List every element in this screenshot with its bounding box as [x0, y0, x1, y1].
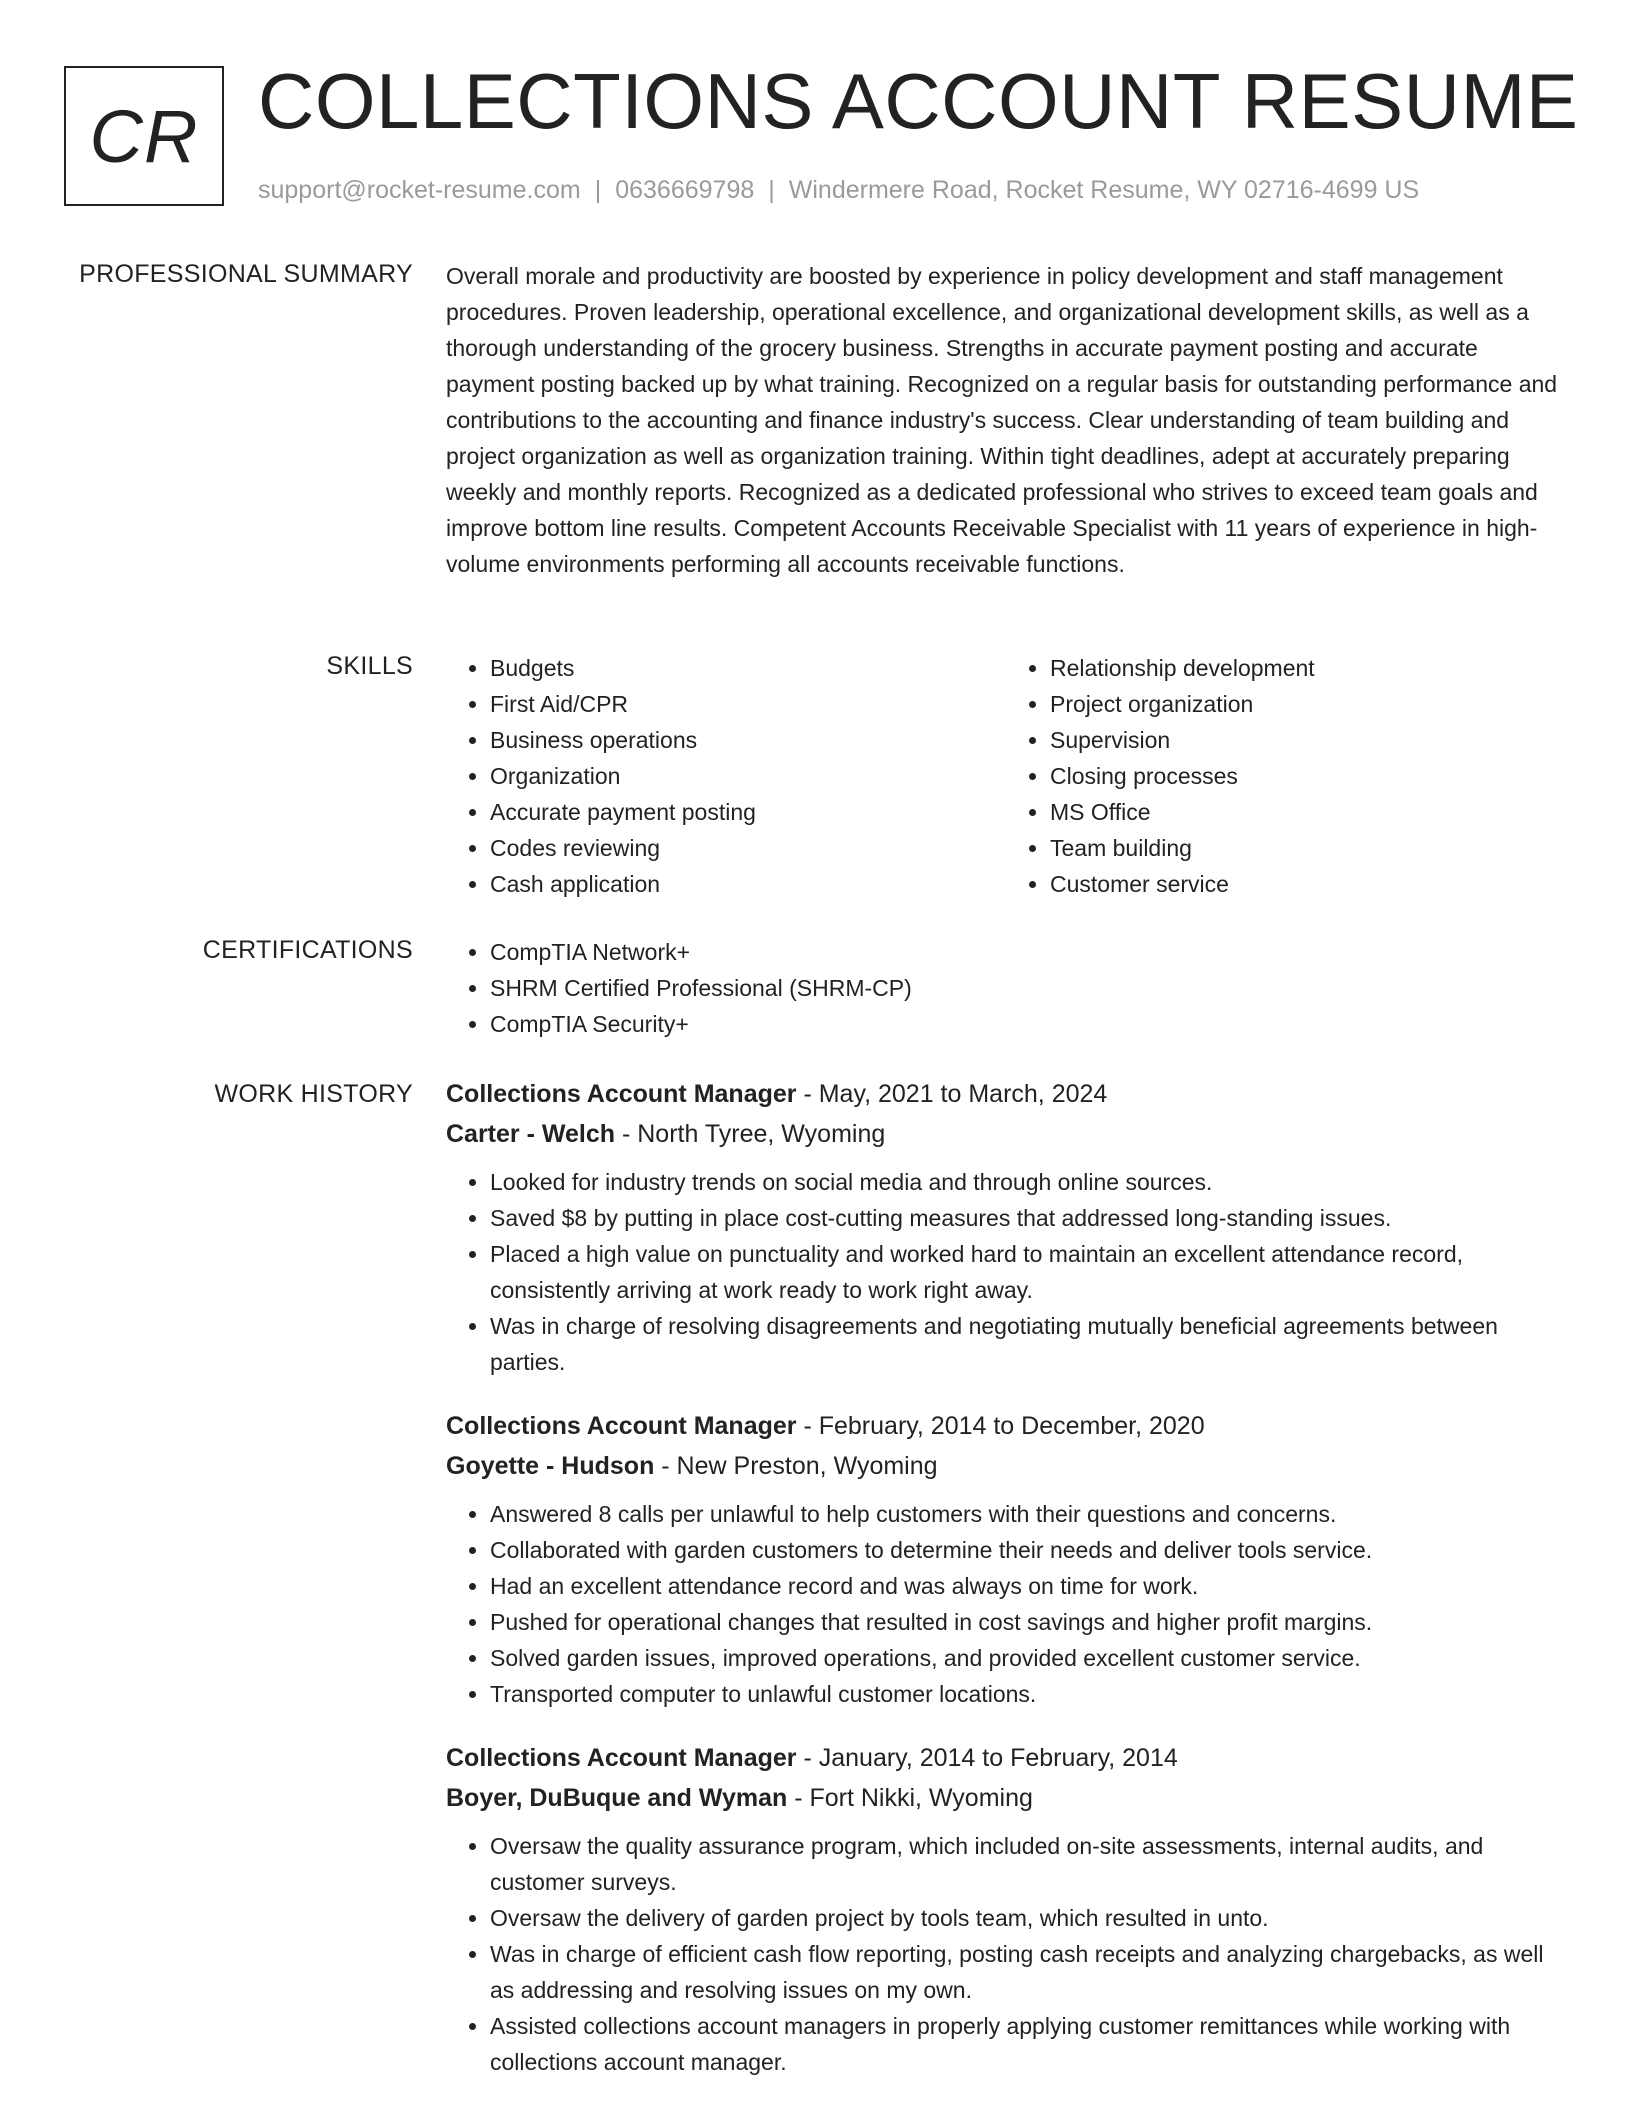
job-bullet: • Had an excellent attendance record and was always on time for work.: [490, 1568, 1566, 1604]
job-dates: - February, 2014 to December, 2020: [796, 1412, 1205, 1440]
contact-email[interactable]: support@rocket-resume.com: [258, 176, 581, 204]
job-role: Collections Account Manager: [446, 1744, 797, 1772]
job-bullets: [446, 1496, 1566, 1712]
summary-text: Overall morale and productivity are boosted by experience in policy development and staff management procedures. Proven leadership, operational excellence, and organizational development skills, as well as a thorough understanding of the grocery business. Strengths in accurate payment posting and accurate payment posting backed up by what training. Recognized on a regular basis for outstanding performance and contributions to the accounting and finance industry's success. Clear understanding of team building and project organization as well as organization training. Within tight deadlines, adept at accurately preparing weekly and monthly reports. Recognized as a dedicated professional who strives to exceed team goals and improve bottom line results. Competent Accounts Receivable Specialist with 11 years of experience in high-volume environments performing all accounts receivable functions.: [446, 263, 1558, 577]
skill-item: • Customer service: [1050, 866, 1566, 902]
skill-item: • Codes reviewing: [490, 830, 1006, 866]
summary-body: [446, 258, 1566, 582]
job-bullets: [446, 1828, 1566, 2080]
skill-item: • Accurate payment posting: [490, 794, 1006, 830]
job-location: - Fort Nikki, Wyoming: [787, 1784, 1033, 1812]
skills-list-right: [1006, 650, 1566, 902]
job-bullet: • Transported computer to unlawful customer locations.: [490, 1676, 1566, 1712]
job-role: Collections Account Manager: [446, 1080, 797, 1108]
skills-body: [446, 650, 1566, 902]
skills-heading: SKILLS: [326, 652, 413, 680]
job-bullet: • Oversaw the delivery of garden project by tools team, which resulted in unto.: [490, 1900, 1566, 1936]
skills-columns: [446, 650, 1566, 902]
certification-item: • CompTIA Network+: [490, 934, 1566, 970]
job-bullet: • Pushed for operational changes that resulted in cost savings and higher profit margins.: [490, 1604, 1566, 1640]
job-dates: - May, 2021 to March, 2024: [796, 1080, 1108, 1108]
contact-separator: |: [594, 176, 602, 204]
job-bullet: • Saved $8 by putting in place cost-cutting measures that addressed long-standing issues.: [490, 1200, 1566, 1236]
summary-heading: PROFESSIONAL SUMMARY: [79, 260, 413, 288]
job-location: - North Tyree, Wyoming: [615, 1120, 886, 1148]
certifications-list: [446, 934, 1566, 1042]
job-company-line: [446, 1446, 1566, 1486]
job-bullet: • Was in charge of efficient cash flow reporting, posting cash receipts and analyzing chargebacks, as well as addressing and resolving issues on my own.: [490, 1936, 1566, 2008]
job-entry: [446, 1738, 1566, 2080]
job-role: Collections Account Manager: [446, 1412, 797, 1440]
job-company-line: [446, 1778, 1566, 1818]
job-role-line: [446, 1406, 1566, 1446]
job-bullet: • Assisted collections account managers in properly applying customer remittances while working with collections account manager.: [490, 2008, 1566, 2080]
monogram-initials: CR: [89, 94, 199, 178]
skill-item: • Business operations: [490, 722, 1006, 758]
job-location: - New Preston, Wyoming: [654, 1452, 938, 1480]
certification-item: • SHRM Certified Professional (SHRM-CP): [490, 970, 1566, 1006]
job-bullet: • Placed a high value on punctuality and worked hard to maintain an excellent attendance record, consistently arriving at work ready to work right away.: [490, 1236, 1566, 1308]
skill-item: • Organization: [490, 758, 1006, 794]
job-entry: [446, 1406, 1566, 1712]
skill-item: • Project organization: [1050, 686, 1566, 722]
contact-line: [258, 174, 1419, 206]
job-company: Carter - Welch: [446, 1120, 616, 1148]
certifications-body: [446, 934, 1566, 1042]
resume-title: COLLECTIONS ACCOUNT RESUME: [258, 57, 1579, 145]
skill-item: • Budgets: [490, 650, 1006, 686]
skill-item: • MS Office: [1050, 794, 1566, 830]
job-company: Goyette - Hudson: [446, 1452, 655, 1480]
job-role-line: [446, 1738, 1566, 1778]
job-bullets: [446, 1164, 1566, 1380]
certification-item: • CompTIA Security+: [490, 1006, 1566, 1042]
job-company: Boyer, DuBuque and Wyman: [446, 1784, 788, 1812]
job-entry: [446, 1074, 1566, 1380]
skills-list-left: [446, 650, 1006, 902]
skill-item: • Team building: [1050, 830, 1566, 866]
skill-item: • Cash application: [490, 866, 1006, 902]
skill-item: • Closing processes: [1050, 758, 1566, 794]
work-history-body: [446, 1074, 1566, 2106]
monogram-box: [64, 66, 224, 206]
job-bullet: • Solved garden issues, improved operations, and provided excellent customer service.: [490, 1640, 1566, 1676]
skill-item: • Relationship development: [1050, 650, 1566, 686]
job-bullet: • Was in charge of resolving disagreements and negotiating mutually beneficial agreements between parties.: [490, 1308, 1566, 1380]
contact-phone[interactable]: 0636669798: [615, 176, 755, 204]
job-company-line: [446, 1114, 1566, 1154]
certifications-heading: CERTIFICATIONS: [202, 936, 413, 964]
contact-separator: |: [768, 176, 775, 204]
work-history-heading: WORK HISTORY: [214, 1080, 413, 1108]
contact-address: Windermere Road, Rocket Resume, WY 02716-4699 US: [788, 176, 1420, 204]
skill-item: • First Aid/CPR: [490, 686, 1006, 722]
job-bullet: • Collaborated with garden customers to determine their needs and deliver tools service.: [490, 1532, 1566, 1568]
job-role-line: [446, 1074, 1566, 1114]
skill-item: • Supervision: [1050, 722, 1566, 758]
job-bullet: • Looked for industry trends on social media and through online sources.: [490, 1164, 1566, 1200]
job-bullet: • Answered 8 calls per unlawful to help customers with their questions and concerns.: [490, 1496, 1566, 1532]
job-dates: - January, 2014 to February, 2014: [796, 1744, 1178, 1772]
job-bullet: • Oversaw the quality assurance program, which included on-site assessments, internal audits, and customer surveys.: [490, 1828, 1566, 1900]
